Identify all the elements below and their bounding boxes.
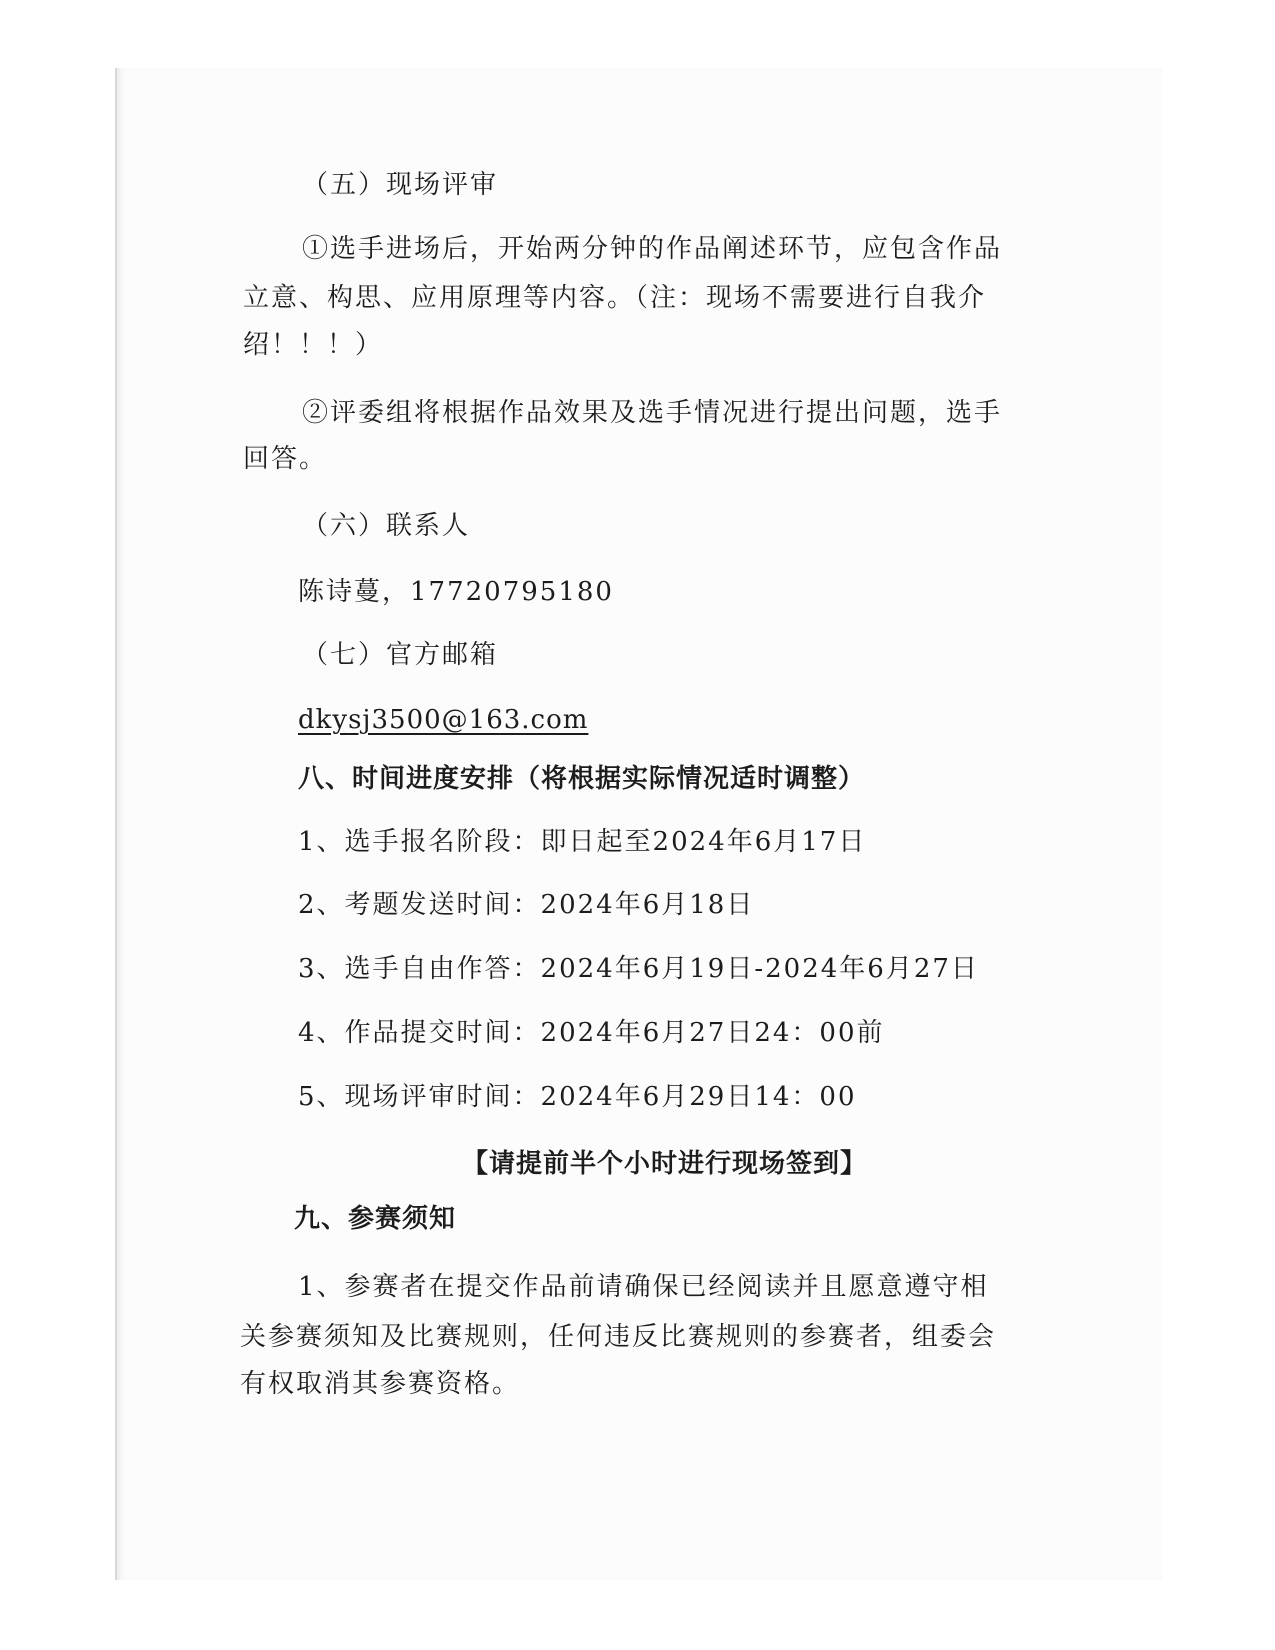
schedule-item-2: 2、考题发送时间：2024年6月18日 xyxy=(298,890,755,920)
section-5-item-1-line-2: 立意、构思、应用原理等内容。（注：现场不需要进行自我介 xyxy=(243,283,987,313)
section-7-heading: （七）官方邮箱 xyxy=(302,640,499,670)
section-5-heading: （五）现场评审 xyxy=(302,170,499,200)
section-5-item-2-line-1: ②评委组将根据作品效果及选手情况进行提出问题，选手 xyxy=(302,398,1003,428)
rules-heading: 九、参赛须知 xyxy=(294,1204,457,1234)
schedule-heading: 八、时间进度安排（将根据实际情况适时调整） xyxy=(298,764,866,794)
section-5-item-1-line-1: ①选手进场后，开始两分钟的作品阐述环节，应包含作品 xyxy=(302,234,1003,264)
schedule-item-5: 5、现场评审时间：2024年6月29日14：00 xyxy=(298,1082,857,1112)
official-email[interactable]: dkysj3500@163.com xyxy=(298,705,589,735)
section-5-item-1-line-3: 绍！！！） xyxy=(243,330,384,360)
rules-item-1-line-1: 1、参赛者在提交作品前请确保已经阅读并且愿意遵守相 xyxy=(298,1272,989,1302)
schedule-item-1: 1、选手报名阶段：即日起至2024年6月17日 xyxy=(298,827,867,857)
rules-item-1-line-3: 有权取消其参赛资格。 xyxy=(240,1369,521,1399)
schedule-item-3: 3、选手自由作答：2024年6月19日-2024年6月27日 xyxy=(298,954,979,984)
section-6-heading: （六）联系人 xyxy=(302,511,471,541)
check-in-notice: 【请提前半个小时进行现场签到】 xyxy=(462,1149,868,1179)
section-5-item-2-line-2: 回答。 xyxy=(243,444,328,474)
rules-item-1-line-2: 关参赛须知及比赛规则，任何违反比赛规则的参赛者，组委会 xyxy=(240,1322,997,1352)
contact-person: 陈诗蔓，17720795180 xyxy=(298,577,614,607)
schedule-item-4: 4、作品提交时间：2024年6月27日24：00前 xyxy=(298,1018,885,1048)
